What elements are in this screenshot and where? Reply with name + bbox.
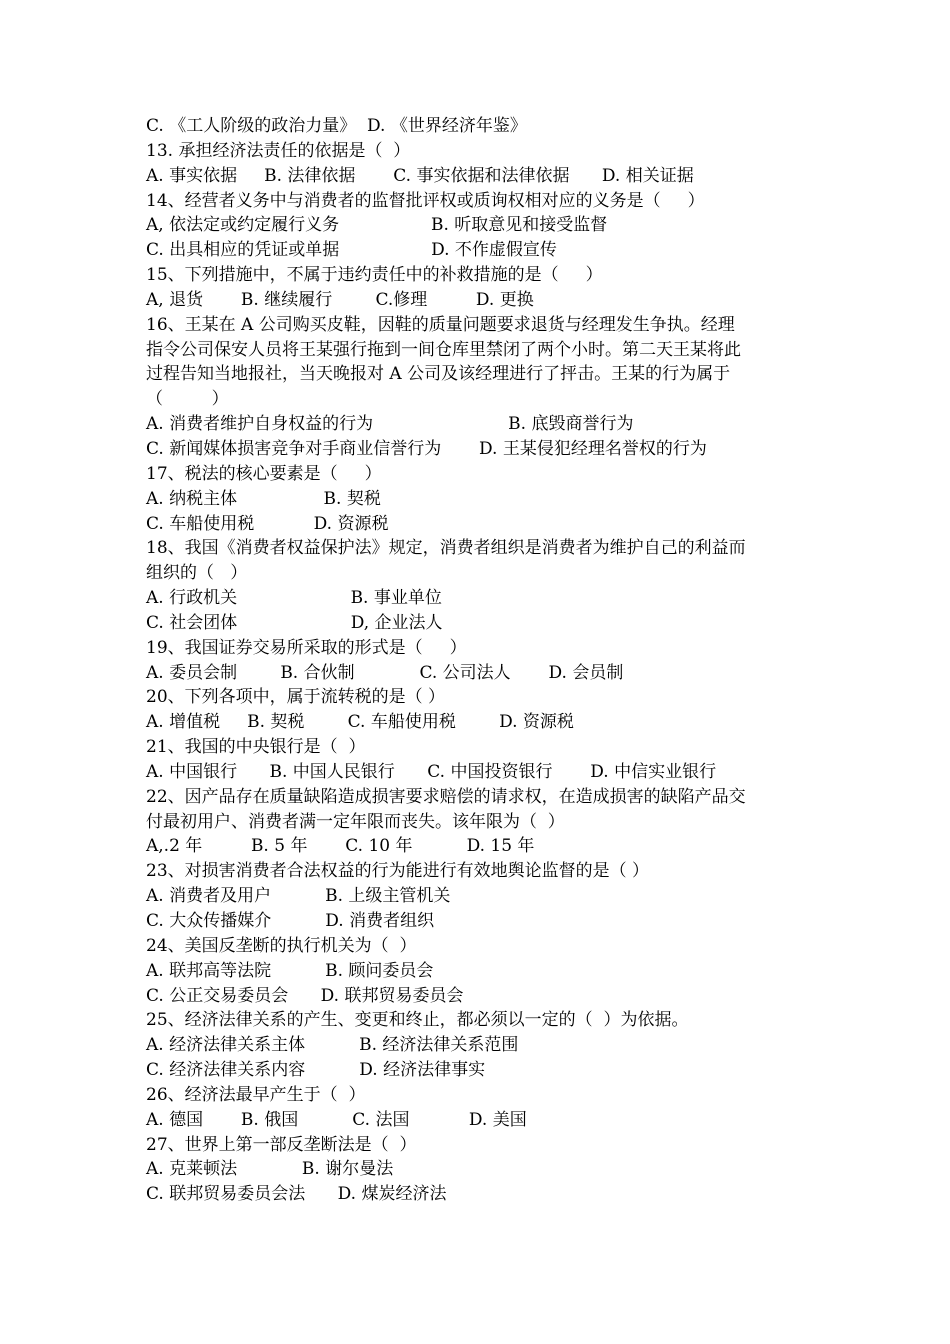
text-line: 17、税法的核心要素是（ ） [146,463,382,484]
text-line: C. 社会团体 D, 企业法人 [146,612,443,633]
text-line: 20、下列各项中，属于流转税的是（ ） [146,687,446,708]
text-line: 24、美国反垄断的执行机关为（ ） [146,935,417,956]
text-line: 指令公司保安人员将王某强行拖到一间仓库里禁闭了两个小时。第二天王某将此 [146,339,741,360]
text-line: A. 消费者维护自身权益的行为 B. 底毁商誉行为 [146,414,634,435]
text-line: 22、因产品存在质量缺陷造成损害要求赔偿的请求权，在造成损害的缺陷产品交 [146,786,746,807]
text-line: 19、我国证券交易所采取的形式是（ ） [146,637,467,658]
text-line: A,.2 年 B. 5 年 C. 10 年 D. 15 年 [146,836,535,857]
text-line: 21、我国的中央银行是（ ） [146,737,366,758]
text-line: 18、我国《消费者权益保护法》规定，消费者组织是消费者为维护自己的利益而 [146,538,746,559]
text-line: C. 车船使用税 D. 资源税 [146,513,389,534]
text-line: 23、对损害消费者合法权益的行为能进行有效地舆论监督的是（ ） [146,861,650,882]
question-list [146,114,826,1207]
text-line: A. 德国 B. 俄国 C. 法国 D. 美国 [146,1109,527,1130]
text-line: 13. 承担经济法责任的依据是（ ） [146,140,411,161]
text-line: A. 中国银行 B. 中国人民银行 C. 中国投资银行 D. 中信实业银行 [146,761,717,782]
text-line: A, 退货 B. 继续履行 C.修理 D. 更换 [146,289,534,310]
text-line: 14、经营者义务中与消费者的监督批评权或质询权相对应的义务是（ ） [146,190,705,211]
text-line: A. 行政机关 B. 事业单位 [146,588,442,609]
text-line: 27、世界上第一部反垄断法是（ ） [146,1134,417,1155]
text-line: 25、经济法律关系的产生、变更和终止，都必须以一定的（ ）为依据。 [146,1010,689,1031]
text-line: A. 委员会制 B. 合伙制 C. 公司法人 D. 会员制 [146,662,624,683]
text-line: 过程告知当地报社，当天晚报对 A 公司及该经理进行了抨击。王某的行为属于 [146,364,731,385]
text-line: 组织的（ ） [146,563,248,584]
text-line: C. 联邦贸易委员会法 D. 煤炭经济法 [146,1184,447,1205]
text-line: （ ） [146,389,229,410]
text-line: C. 《工人阶级的政治力量》 D. 《世界经济年鉴》 [146,116,527,136]
text-line: C. 经济法律关系内容 D. 经济法律事实 [146,1060,486,1081]
text-line: 26、经济法最早产生于（ ） [146,1084,366,1105]
text-line: A, 依法定或约定履行义务 B. 听取意见和接受监督 [146,215,608,236]
text-line: 付最初用户、消费者满一定年限而丧失。该年限为（ ） [146,811,565,832]
text-line: A. 消费者及用户 B. 上级主管机关 [146,886,451,907]
text-line: A. 联邦高等法院 B. 顾问委员会 [146,960,434,981]
text-line: C. 公正交易委员会 D. 联邦贸易委员会 [146,985,464,1006]
text-line: C. 新闻媒体损害竞争对手商业信誉行为 D. 王某侵犯经理名誉权的行为 [146,438,707,459]
text-line: A. 克莱顿法 B. 谢尔曼法 [146,1159,394,1180]
text-line: A. 纳税主体 B. 契税 [146,488,381,509]
text-line: 15、下列措施中，不属于违约责任中的补救措施的是（ ） [146,265,603,286]
text-line: C. 大众传播媒介 D. 消费者组织 [146,911,435,931]
text-line: A. 增值税 B. 契税 C. 车船使用税 D. 资源税 [146,712,574,733]
text-line: C. 出具相应的凭证或单据 D. 不作虚假宣传 [146,240,557,261]
text-line: A. 经济法律关系主体 B. 经济法律关系范围 [146,1035,519,1056]
text-line: A. 事实依据 B. 法律依据 C. 事实依据和法律依据 D. 相关证据 [146,165,694,186]
text-line: 16、王某在 A 公司购买皮鞋，因鞋的质量问题要求退货与经理发生争执。经理 [146,314,735,335]
